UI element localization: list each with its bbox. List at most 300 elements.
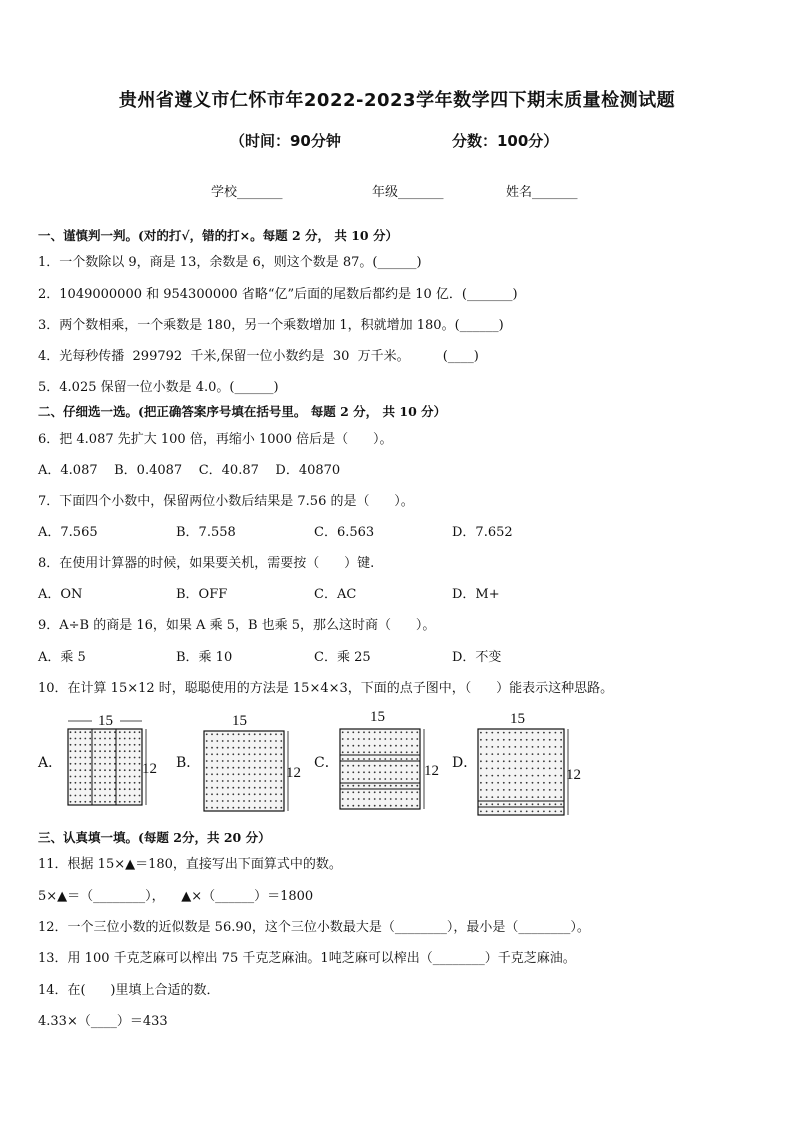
grid-dot [491, 789, 493, 791]
grid-dot [549, 811, 551, 813]
grid-dot [543, 796, 545, 798]
grid-dot [503, 803, 505, 805]
grid-dot [406, 771, 408, 773]
grid-dot [275, 793, 277, 795]
grid-dot [84, 744, 86, 746]
grid-dot [390, 791, 392, 793]
grid-dot [543, 768, 545, 770]
grid-dot [509, 789, 511, 791]
grid-dot [395, 745, 397, 747]
grid-dot [363, 771, 365, 773]
grid-dot [368, 738, 370, 740]
exam-score: 分数：100分） [452, 132, 559, 150]
grid-dot [486, 753, 488, 755]
grid-dot [79, 757, 81, 759]
grid-dot [384, 798, 386, 800]
grid-dot [206, 800, 208, 802]
grid-dot [75, 750, 77, 752]
grid-dot [406, 778, 408, 780]
grid-dot [99, 744, 101, 746]
grid-dot [129, 757, 131, 759]
grid-dot [134, 763, 136, 765]
grid-dot [232, 747, 234, 749]
grid-dot [406, 731, 408, 733]
grid-dot [526, 760, 528, 762]
grid-dot [84, 776, 86, 778]
grid-dot [358, 745, 360, 747]
grid-dot [395, 791, 397, 793]
grade-field[interactable]: 年级_______ [372, 185, 444, 200]
name-field[interactable]: 姓名_______ [506, 185, 578, 200]
grid-dot [104, 801, 106, 803]
grid-dot [119, 763, 121, 765]
grid-dot [520, 760, 522, 762]
grid-dot [94, 788, 96, 790]
grid-dot [104, 776, 106, 778]
grid-dot [75, 763, 77, 765]
grid-dot [537, 760, 539, 762]
grid-dot [352, 738, 354, 740]
section1-heading: 一、谨慎判一判。(对的打√，错的打×。每题 2 分， 共 10 分） [38, 228, 398, 243]
grid-dot [374, 785, 376, 787]
question-13: 13．用 100 千克芝麻可以榨出 75 千克芝麻油。1吨芝麻可以榨出（________）千克芝麻油。 [38, 951, 576, 966]
grid-dot [342, 791, 344, 793]
grid-dot [109, 776, 111, 778]
grid-dot [70, 750, 72, 752]
grid-dot [134, 731, 136, 733]
grid-dot [124, 744, 126, 746]
grid-dot [395, 738, 397, 740]
grid-dot [532, 768, 534, 770]
grid-dot [254, 773, 256, 775]
grid-dot [497, 746, 499, 748]
grid-dot [139, 776, 141, 778]
grid-dot [254, 740, 256, 742]
grid-dot [134, 744, 136, 746]
grid-dot [509, 768, 511, 770]
grid-dot [549, 746, 551, 748]
question-11: 11．根据 15×▲＝180，直接写出下面算式中的数。 [38, 857, 342, 872]
grid-dot [139, 795, 141, 797]
grid-dot [400, 785, 402, 787]
grid-dot [94, 738, 96, 740]
grid-dot [238, 780, 240, 782]
grid-dot [248, 787, 250, 789]
grid-dot [75, 776, 77, 778]
grid-dot [243, 773, 245, 775]
grid-dot [216, 753, 218, 755]
grid-dot [109, 731, 111, 733]
grid-dot [491, 732, 493, 734]
grid-dot [89, 782, 91, 784]
grid-dot [411, 738, 413, 740]
grid-dot [227, 793, 229, 795]
grid-dot [238, 800, 240, 802]
grid-dot [358, 738, 360, 740]
grid-dot [243, 807, 245, 809]
grid-dot [134, 738, 136, 740]
grid-dot [363, 785, 365, 787]
grid-dot [211, 787, 213, 789]
grid-dot [560, 796, 562, 798]
grid-dot [560, 803, 562, 805]
grid-dot [84, 769, 86, 771]
grid-dot [99, 731, 101, 733]
grid-dot [216, 800, 218, 802]
grid-dot [84, 738, 86, 740]
grid-dot [259, 787, 261, 789]
grid-dot [216, 767, 218, 769]
grid-dot [238, 740, 240, 742]
grid-dot [243, 760, 245, 762]
grid-dot [416, 765, 418, 767]
grid-dot [275, 800, 277, 802]
grid-dot [555, 789, 557, 791]
fig-d-label: D． [452, 755, 478, 771]
grid-dot [491, 803, 493, 805]
grid-dot [395, 751, 397, 753]
grid-dot [227, 760, 229, 762]
grid-dot [503, 760, 505, 762]
grid-dot [232, 740, 234, 742]
grid-dot [358, 785, 360, 787]
grid-dot [532, 775, 534, 777]
grid-dot [232, 807, 234, 809]
grid-dot [280, 760, 282, 762]
grid-dot [374, 805, 376, 807]
grid-dot [532, 732, 534, 734]
grid-dot [99, 782, 101, 784]
grid-dot [358, 778, 360, 780]
grid-dot [119, 788, 121, 790]
grid-dot [368, 785, 370, 787]
grid-dot [94, 782, 96, 784]
grid-dot [89, 738, 91, 740]
grid-dot [363, 745, 365, 747]
grid-dot [124, 769, 126, 771]
grid-dot [280, 807, 282, 809]
grid-dot [560, 775, 562, 777]
grid-dot [543, 746, 545, 748]
grid-dot [139, 769, 141, 771]
grid-dot [384, 751, 386, 753]
grid-dot [109, 763, 111, 765]
grid-dot [99, 757, 101, 759]
grid-dot [275, 767, 277, 769]
grid-dot [89, 731, 91, 733]
grid-dot [411, 778, 413, 780]
grid-dot [248, 800, 250, 802]
grid-dot [509, 753, 511, 755]
grid-dot [280, 740, 282, 742]
grid-dot [139, 782, 141, 784]
grid-dot [129, 744, 131, 746]
grid-dot [342, 798, 344, 800]
grid-dot [129, 731, 131, 733]
grid-dot [342, 771, 344, 773]
grid-dot [358, 805, 360, 807]
grid-dot [555, 782, 557, 784]
grid-dot [248, 733, 250, 735]
grid-dot [374, 778, 376, 780]
grid-dot [259, 800, 261, 802]
grid-dot [486, 775, 488, 777]
grid-dot [264, 807, 266, 809]
grid-dot [347, 738, 349, 740]
grid-dot [238, 760, 240, 762]
grid-dot [342, 805, 344, 807]
grid-dot [416, 798, 418, 800]
grid-dot [259, 733, 261, 735]
grid-dot [84, 731, 86, 733]
question-10: 10．在计算 15×12 时，聪聪使用的方法是 15×4×3，下面的点子图中，（ ）能表示这种思路。 [38, 681, 614, 696]
grid-dot [352, 731, 354, 733]
grid-dot [75, 757, 77, 759]
grid-dot [560, 732, 562, 734]
grid-dot [486, 803, 488, 805]
grid-dot [411, 745, 413, 747]
grid-dot [79, 750, 81, 752]
grid-dot [259, 773, 261, 775]
grid-dot [275, 753, 277, 755]
grid-dot [206, 767, 208, 769]
grid-dot [129, 738, 131, 740]
grid-dot [520, 803, 522, 805]
q7-option-b: B．7.558 [176, 525, 236, 540]
grid-dot [532, 796, 534, 798]
grid-dot [104, 782, 106, 784]
grid-dot [119, 782, 121, 784]
grid-dot [384, 738, 386, 740]
grid-dot [514, 746, 516, 748]
grid-dot [248, 793, 250, 795]
grid-dot [89, 769, 91, 771]
question-14: 14．在( )里填上合适的数． [38, 983, 220, 998]
grid-dot [222, 780, 224, 782]
grid-dot [549, 768, 551, 770]
grid-dot [406, 785, 408, 787]
grid-dot [227, 807, 229, 809]
grid-dot [270, 740, 272, 742]
grid-dot [238, 767, 240, 769]
grid-dot [480, 739, 482, 741]
grid-dot [104, 795, 106, 797]
grid-dot [406, 765, 408, 767]
grid-dot [497, 768, 499, 770]
grid-dot [374, 765, 376, 767]
grid-dot [395, 778, 397, 780]
grid-dot [243, 793, 245, 795]
grid-dot [503, 811, 505, 813]
grid-dot [222, 793, 224, 795]
grid-dot [352, 785, 354, 787]
grid-dot [537, 739, 539, 741]
grid-dot [79, 782, 81, 784]
grid-dot [238, 787, 240, 789]
grid-dot [79, 788, 81, 790]
grid-dot [520, 782, 522, 784]
grid-dot [254, 733, 256, 735]
grid-dot [416, 778, 418, 780]
grid-dot [264, 740, 266, 742]
grid-dot [390, 731, 392, 733]
grid-dot [248, 773, 250, 775]
grid-dot [358, 731, 360, 733]
grid-dot [216, 780, 218, 782]
grid-dot [222, 800, 224, 802]
grid-dot [526, 739, 528, 741]
grid-dot [79, 801, 81, 803]
grid-dot [243, 767, 245, 769]
grid-dot [254, 807, 256, 809]
grid-dot [139, 731, 141, 733]
fig-c-label: C． [314, 755, 339, 771]
grid-dot [222, 807, 224, 809]
grid-dot [264, 780, 266, 782]
grid-dot [532, 782, 534, 784]
grid-dot [480, 782, 482, 784]
grid-dot [347, 758, 349, 760]
grid-dot [486, 796, 488, 798]
grid-dot [352, 805, 354, 807]
grid-dot [368, 731, 370, 733]
q8-option-b: B．OFF [176, 587, 228, 602]
grid-dot [390, 745, 392, 747]
q8-option-a: A．ON [38, 587, 83, 602]
grid-dot [84, 795, 86, 797]
grid-dot [555, 753, 557, 755]
grid-dot [514, 768, 516, 770]
q7-option-c: C．6.563 [314, 525, 375, 540]
grid-dot [384, 731, 386, 733]
grid-dot [537, 768, 539, 770]
fig-a-label: A． [38, 755, 63, 771]
grid-dot [379, 765, 381, 767]
grid-dot [532, 746, 534, 748]
grid-dot [129, 769, 131, 771]
grid-dot [491, 768, 493, 770]
grid-dot [406, 798, 408, 800]
grid-dot [264, 800, 266, 802]
grid-dot [514, 789, 516, 791]
grid-dot [227, 767, 229, 769]
grid-dot [254, 747, 256, 749]
grid-dot [543, 775, 545, 777]
grid-dot [211, 773, 213, 775]
grid-dot [379, 785, 381, 787]
grid-dot [342, 738, 344, 740]
grid-dot [243, 800, 245, 802]
grid-dot [549, 782, 551, 784]
grid-dot [363, 758, 365, 760]
grid-dot [89, 757, 91, 759]
grid-dot [206, 780, 208, 782]
grid-dot [94, 750, 96, 752]
grid-dot [232, 800, 234, 802]
grid-dot [129, 763, 131, 765]
grid-dot [75, 782, 77, 784]
grid-dot [227, 787, 229, 789]
grid-dot [222, 753, 224, 755]
grid-dot [400, 731, 402, 733]
grid-dot [390, 805, 392, 807]
grid-dot [227, 780, 229, 782]
grid-dot [254, 760, 256, 762]
grid-dot [400, 805, 402, 807]
grid-dot [280, 780, 282, 782]
grid-dot [134, 757, 136, 759]
grid-dot [509, 803, 511, 805]
grid-dot [84, 763, 86, 765]
grid-dot [347, 785, 349, 787]
grid-dot [119, 731, 121, 733]
grid-dot [543, 782, 545, 784]
grid-dot [75, 744, 77, 746]
grid-dot [363, 778, 365, 780]
grid-dot [216, 740, 218, 742]
grid-dot [520, 753, 522, 755]
grid-dot [104, 757, 106, 759]
fig-b-label: B． [176, 755, 201, 771]
grid-dot [89, 801, 91, 803]
grid-dot [342, 745, 344, 747]
grid-dot [211, 753, 213, 755]
grid-dot [520, 796, 522, 798]
grid-dot [537, 753, 539, 755]
grid-dot [560, 760, 562, 762]
grid-dot [379, 751, 381, 753]
grid-dot [232, 753, 234, 755]
grid-dot [509, 775, 511, 777]
grid-dot [70, 731, 72, 733]
grid-dot [514, 732, 516, 734]
grid-dot [222, 767, 224, 769]
grid-dot [352, 745, 354, 747]
grid-dot [254, 780, 256, 782]
grid-dot [94, 763, 96, 765]
grid-dot [347, 745, 349, 747]
grid-dot [480, 753, 482, 755]
grid-dot [400, 791, 402, 793]
school-field[interactable]: 学校_______ [211, 185, 283, 200]
grid-dot [374, 751, 376, 753]
grid-dot [75, 801, 77, 803]
grid-dot [520, 739, 522, 741]
grid-dot [75, 788, 77, 790]
fig-b-width-label: 15 [232, 713, 247, 729]
question-2: 2．1049000000 和 954300000 省略“亿”后面的尾数后都约是 10 亿．(_______) [38, 287, 518, 302]
grid-dot [509, 732, 511, 734]
grid-dot [94, 795, 96, 797]
grid-dot [280, 793, 282, 795]
grid-dot [379, 798, 381, 800]
grid-dot [264, 767, 266, 769]
q7-option-a: A．7.565 [38, 525, 98, 540]
grid-dot [270, 753, 272, 755]
grid-dot [70, 769, 72, 771]
dot-figure-c [338, 707, 448, 817]
grid-dot [400, 798, 402, 800]
dot-figure-a [60, 707, 160, 817]
grid-dot [259, 807, 261, 809]
grid-dot [374, 798, 376, 800]
grid-dot [497, 782, 499, 784]
grid-dot [243, 780, 245, 782]
grid-dot [216, 760, 218, 762]
grid-dot [248, 807, 250, 809]
grid-dot [379, 745, 381, 747]
grid-dot [363, 805, 365, 807]
